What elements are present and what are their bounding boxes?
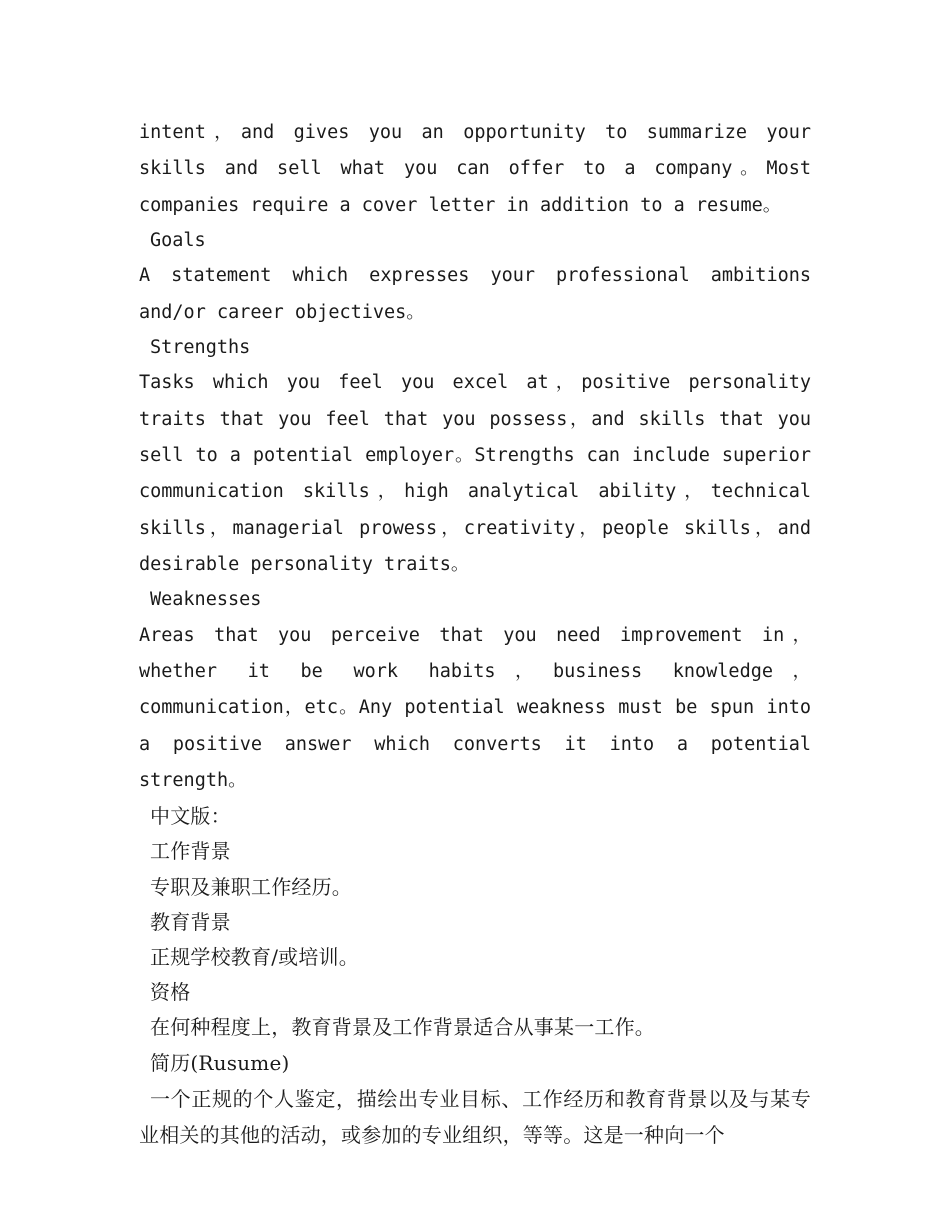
document-body [139, 115, 811, 1153]
paragraph-goals: A statement which expresses your professional ambitions and/or career objectives。 [139, 265, 811, 323]
heading-chinese-version: 中文版： [150, 804, 231, 829]
heading-resume: 简历(Rusume) [150, 1050, 290, 1075]
paragraph-cover-letter-continuation: intent，and gives you an opportunity to summarize your skills and sell what you can offer to a company。Most companies require a cover letter in addition to a resume。 [139, 122, 811, 216]
heading-strengths: Strengths [150, 336, 251, 358]
paragraph-weaknesses: Areas that you perceive that you need improvement in，whether it be work habits，business knowledge，communication，etc。Any potential weakness must be spun into a positive answer which converts it into a potential strength。 [139, 624, 811, 791]
heading-weaknesses: Weaknesses [150, 589, 262, 611]
heading-work-background: 工作背景 [150, 839, 231, 864]
heading-goals: Goals [150, 229, 206, 251]
text-education-background: 正规学校教育/或培训。 [150, 945, 359, 969]
heading-qualifications: 资格 [150, 980, 191, 1005]
text-work-background: 专职及兼职工作经历。 [150, 874, 352, 899]
chinese-section [139, 799, 811, 1153]
paragraph-strengths: Tasks which you feel you excel at，positive personality traits that you feel that you possess，and skills that you sell to a potential employer。Strengths can include superior communication skills，high analytical ability，technical skills，managerial prowess，creativity，people skills，and desirable personality traits。 [139, 372, 811, 575]
paragraph-resume: 一个正规的个人鉴定，描绘出专业目标、工作经历和教育背景以及与某专业相关的其他的活动，或参加的专业组织，等等。这是一种向一个 [139, 1086, 811, 1147]
text-qualifications: 在何种程度上，教育背景及工作背景适合从事某一工作。 [150, 1015, 655, 1040]
heading-education-background: 教育背景 [150, 909, 231, 934]
